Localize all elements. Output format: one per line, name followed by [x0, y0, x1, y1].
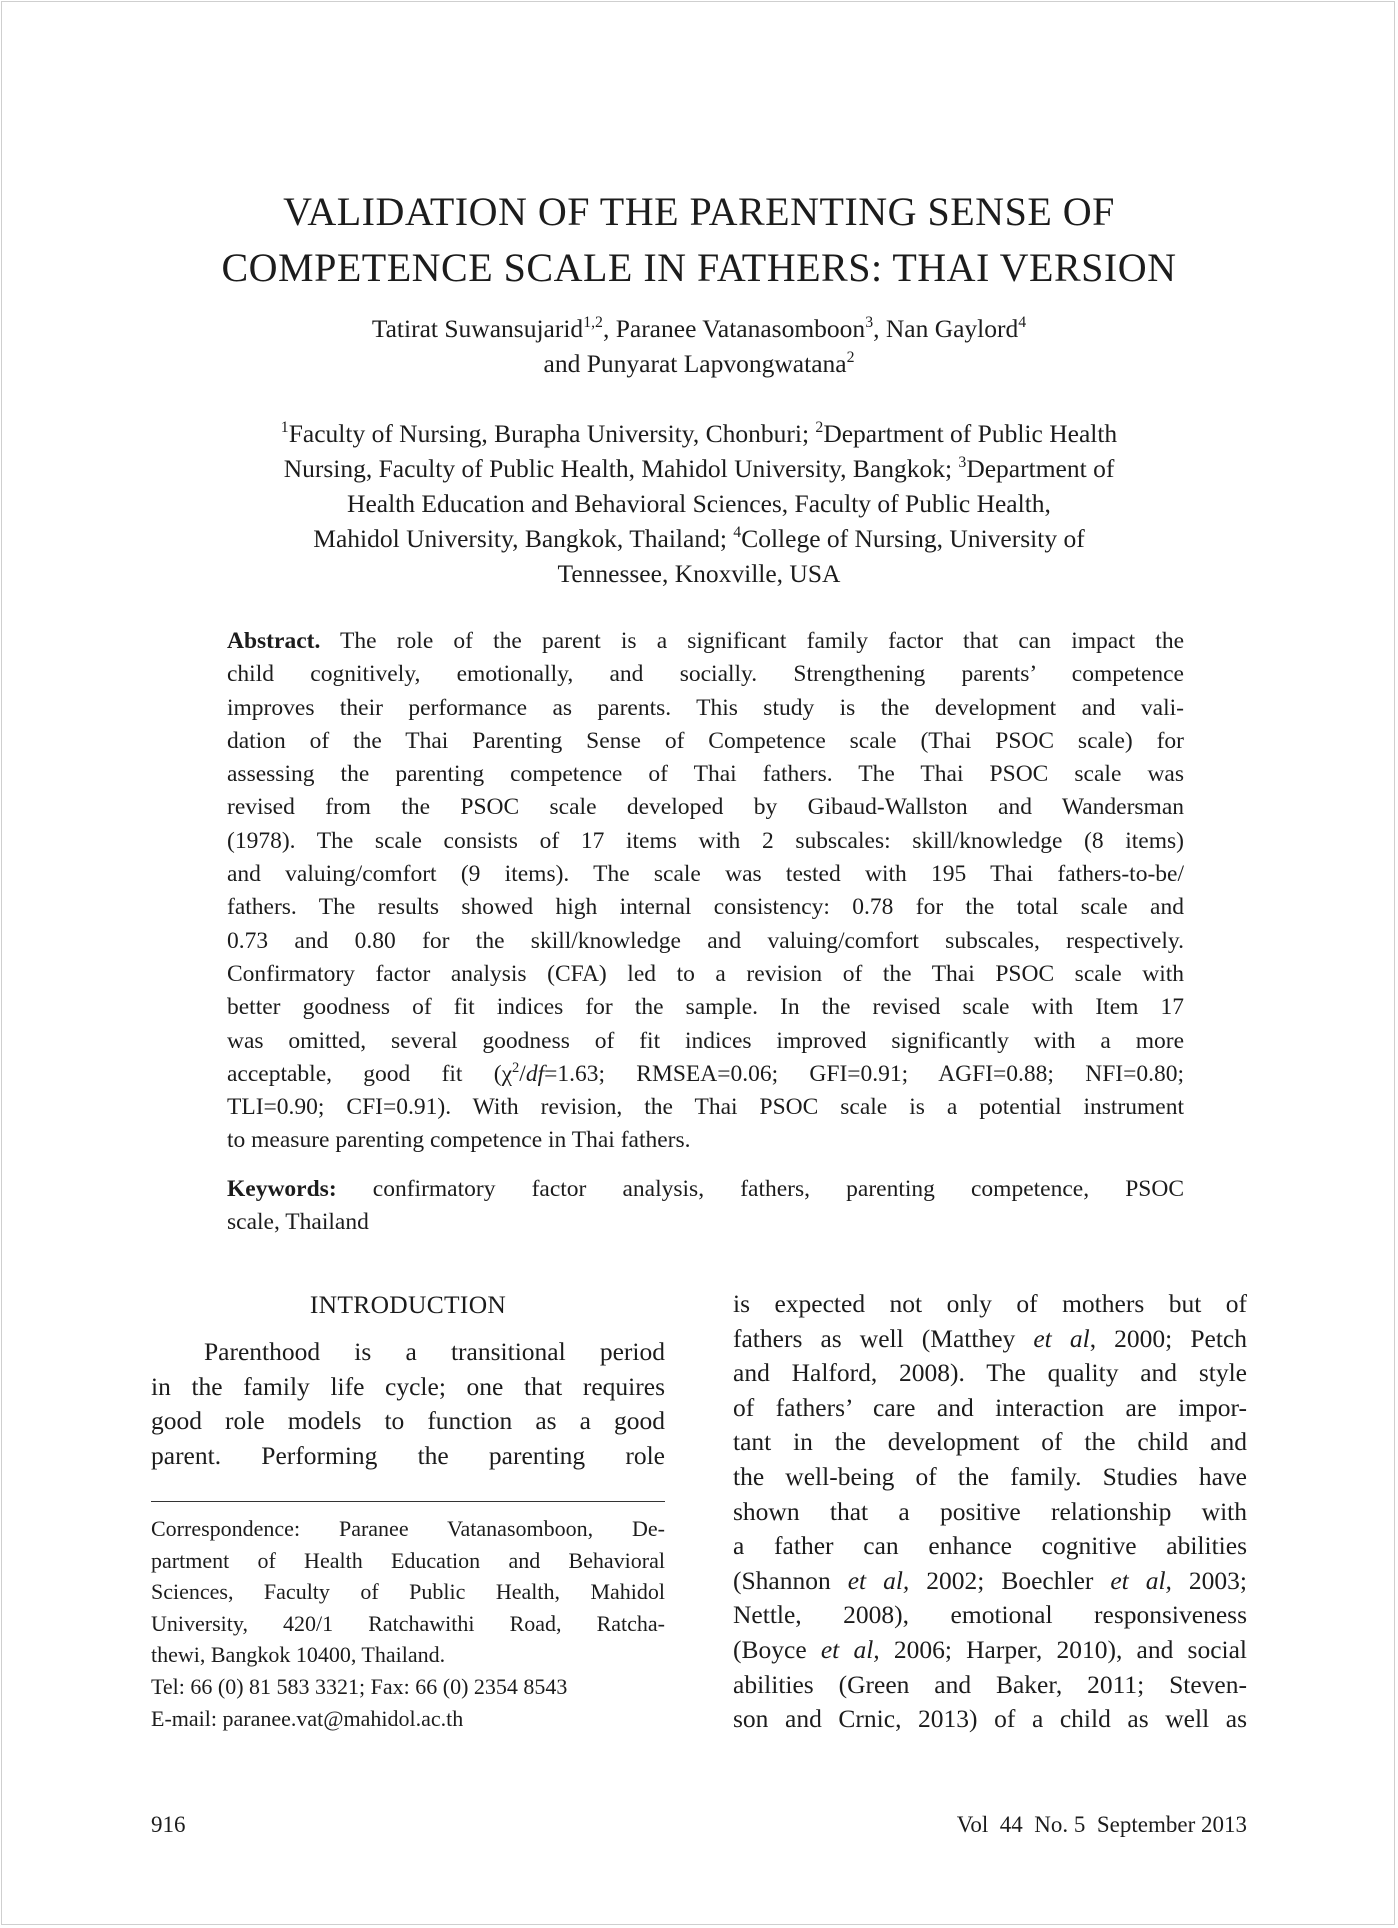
title-line: COMPETENCE SCALE IN FATHERS: THAI VERSION	[221, 245, 1177, 290]
keywords-label: Keywords:	[227, 1176, 337, 1202]
affiliation-mark: 3	[958, 454, 967, 472]
author-line	[150, 311, 1248, 346]
affiliation-text: Faculty of Nursing, Burapha University, Chonburi;	[288, 419, 816, 448]
intro-paragraph	[151, 1335, 665, 1473]
keywords-line	[227, 1173, 1184, 1206]
abstract-line: Confirmatory factor analysis (CFA) led to a revision of the Thai PSOC scale with	[227, 960, 1184, 987]
footnote-line: Tel: 66 (0) 81 583 3321; Fax: 66 (0) 2354 8543	[151, 1673, 568, 1699]
footnote-divider	[151, 1501, 665, 1502]
body-line: is expected not only of mothers but of	[733, 1289, 1247, 1318]
body-line: a father can enhance cognitive abilities	[733, 1531, 1247, 1561]
body-text: 2002; Boechler	[909, 1565, 1111, 1595]
abstract-line: improves their performance as parents. This study is the development and vali-	[227, 694, 1184, 721]
journal-issue-info: Vol 44 No. 5 September 2013	[956, 1812, 1247, 1837]
affiliation-line: Tennessee, Knoxville, USA	[557, 559, 841, 588]
body-line	[733, 1322, 1247, 1357]
abstract-line	[227, 1058, 1184, 1091]
abstract-label: Abstract.	[227, 628, 321, 654]
footnote-line: Sciences, Faculty of Public Health, Mahidol	[151, 1579, 665, 1605]
title-line: VALIDATION OF THE PARENTING SENSE OF	[283, 189, 1115, 234]
abstract-text: acceptable, good fit (χ	[227, 1060, 512, 1087]
author-affiliation-mark: 1,2	[583, 314, 603, 332]
abstract-line: TLI=0.90; CFI=0.91). With revision, the Thai PSOC scale is a potential instrument	[227, 1094, 1184, 1121]
affiliation-mark: 1	[280, 419, 289, 437]
affiliation-text: College of Nursing, University of	[741, 524, 1085, 553]
body-text: (Boyce	[733, 1634, 821, 1664]
affiliation-mark: 4	[733, 524, 742, 542]
body-text: 2006; Harper, 2010), and social	[879, 1634, 1248, 1664]
df-symbol: df	[525, 1060, 545, 1087]
chi-square-exponent: 2	[512, 1059, 520, 1076]
footnote-line: Correspondence: Paranee Vatanasomboon, De-	[151, 1516, 665, 1541]
abstract-line: was omitted, several goodness of fit indices improved significantly with a more	[227, 1027, 1184, 1054]
author-name: , Nan Gaylord	[873, 314, 1019, 343]
abstract-line: dation of the Thai Parenting Sense of Competence scale (Thai PSOC scale) for	[227, 727, 1184, 754]
body-line: abilities (Green and Baker, 2011; Steven-	[733, 1669, 1247, 1699]
abstract-line: and valuing/comfort (9 items). The scale was tested with 195 Thai fathers-to-be/	[227, 861, 1184, 888]
body-line: tant in the development of the child and	[733, 1427, 1247, 1457]
body-text: , 2000; Petch	[1089, 1323, 1247, 1353]
keywords-text: confirmatory factor analysis, fathers, parenting competence, PSOC	[336, 1176, 1184, 1202]
abstract-line	[227, 625, 1184, 658]
abstract-text: =1.63; RMSEA=0.06; GFI=0.91; AGFI=0.88; NFI=0.80;	[544, 1060, 1184, 1087]
citation-etal: et al	[1033, 1323, 1090, 1353]
body-line: the well-being of the family. Studies have	[733, 1461, 1247, 1491]
affiliation-line	[150, 521, 1248, 556]
affiliations	[150, 416, 1248, 591]
section-heading: INTRODUCTION	[309, 1290, 507, 1319]
affiliation-mark: 2	[815, 419, 824, 437]
abstract-line: revised from the PSOC scale developed by Gibaud-Wallston and Wandersman	[227, 794, 1184, 821]
body-text: fathers as well (Matthey	[733, 1323, 1034, 1353]
abstract-line: (1978). The scale consists of 17 items with 2 subscales: skill/knowledge (8 items)	[227, 827, 1184, 854]
footnote-line: E-mail: paranee.vat@mahidol.ac.th	[151, 1705, 464, 1731]
abstract-line: 0.73 and 0.80 for the skill/knowledge and valuing/comfort subscales, respectively.	[227, 927, 1184, 954]
keywords-line: scale, Thailand	[227, 1209, 369, 1236]
footnote-line: thewi, Bangkok 10400, Thailand.	[151, 1642, 446, 1668]
body-line: and Halford, 2008). The quality and style	[733, 1358, 1247, 1388]
abstract-line: child cognitively, emotionally, and socially. Strengthening parents’ competence	[227, 661, 1184, 688]
body-line: Parenthood is a transitional period	[204, 1337, 665, 1366]
body-line: son and Crnic, 2013) of a child as well as	[733, 1704, 1247, 1734]
body-line: parent. Performing the parenting role	[151, 1440, 665, 1470]
body-text: (Shannon	[733, 1565, 848, 1595]
author-line	[150, 346, 1248, 381]
affiliation-line	[150, 416, 1248, 451]
body-line: of fathers’ care and interaction are impor-	[733, 1392, 1247, 1422]
citation-etal: et al,	[820, 1634, 880, 1664]
abstract-text: The role of the parent is a significant family factor that can impact the	[320, 628, 1184, 654]
abstract-line: fathers. The results showed high internal consistency: 0.78 for the total scale and	[227, 894, 1184, 921]
footnote-line: University, 420/1 Ratchawithi Road, Ratcha-	[151, 1610, 665, 1636]
abstract-text: /	[519, 1060, 526, 1087]
body-text: 2003;	[1171, 1565, 1247, 1595]
paper-title	[150, 184, 1248, 296]
body-line: shown that a positive relationship with	[733, 1496, 1247, 1526]
footnote-line: partment of Health Education and Behavioral	[151, 1547, 665, 1573]
author-name: and Punyarat Lapvongwatana	[543, 349, 847, 378]
author-name: Tatirat Suwansujarid	[371, 314, 584, 343]
citation-etal: et al,	[847, 1565, 910, 1595]
affiliation-text: Mahidol University, Bangkok, Thailand;	[313, 524, 734, 553]
abstract-line: to measure parenting competence in Thai fathers.	[227, 1127, 691, 1154]
author-affiliation-mark: 3	[865, 314, 874, 332]
keywords	[227, 1173, 1184, 1240]
author-affiliation-mark: 4	[1018, 314, 1027, 332]
body-line: good role models to function as a good	[151, 1406, 665, 1436]
body-line	[733, 1633, 1247, 1668]
author-affiliation-mark: 2	[846, 349, 855, 367]
right-column	[733, 1287, 1247, 1737]
citation-etal: et al,	[1110, 1565, 1172, 1595]
affiliation-line: Health Education and Behavioral Sciences, Faculty of Public Health,	[347, 489, 1051, 518]
affiliation-text: Nursing, Faculty of Public Health, Mahidol University, Bangkok;	[283, 454, 959, 483]
left-column	[151, 1287, 665, 1473]
affiliation-line	[150, 451, 1248, 486]
author-name: , Paranee Vatanasomboon	[602, 314, 866, 343]
body-line: in the family life cycle; one that requires	[151, 1371, 665, 1401]
affiliation-text: Department of	[966, 454, 1115, 483]
page-number: 916	[151, 1812, 186, 1837]
body-line	[733, 1564, 1247, 1599]
abstract-line: assessing the parenting competence of Thai fathers. The Thai PSOC scale was	[227, 761, 1184, 788]
affiliation-text: Department of Public Health	[823, 419, 1118, 448]
abstract	[227, 625, 1184, 1158]
author-list	[150, 311, 1248, 381]
body-line: Nettle, 2008), emotional responsiveness	[733, 1600, 1247, 1630]
correspondence-footnote	[151, 1513, 665, 1734]
abstract-line: better goodness of fit indices for the sample. In the revised scale with Item 17	[227, 994, 1184, 1021]
